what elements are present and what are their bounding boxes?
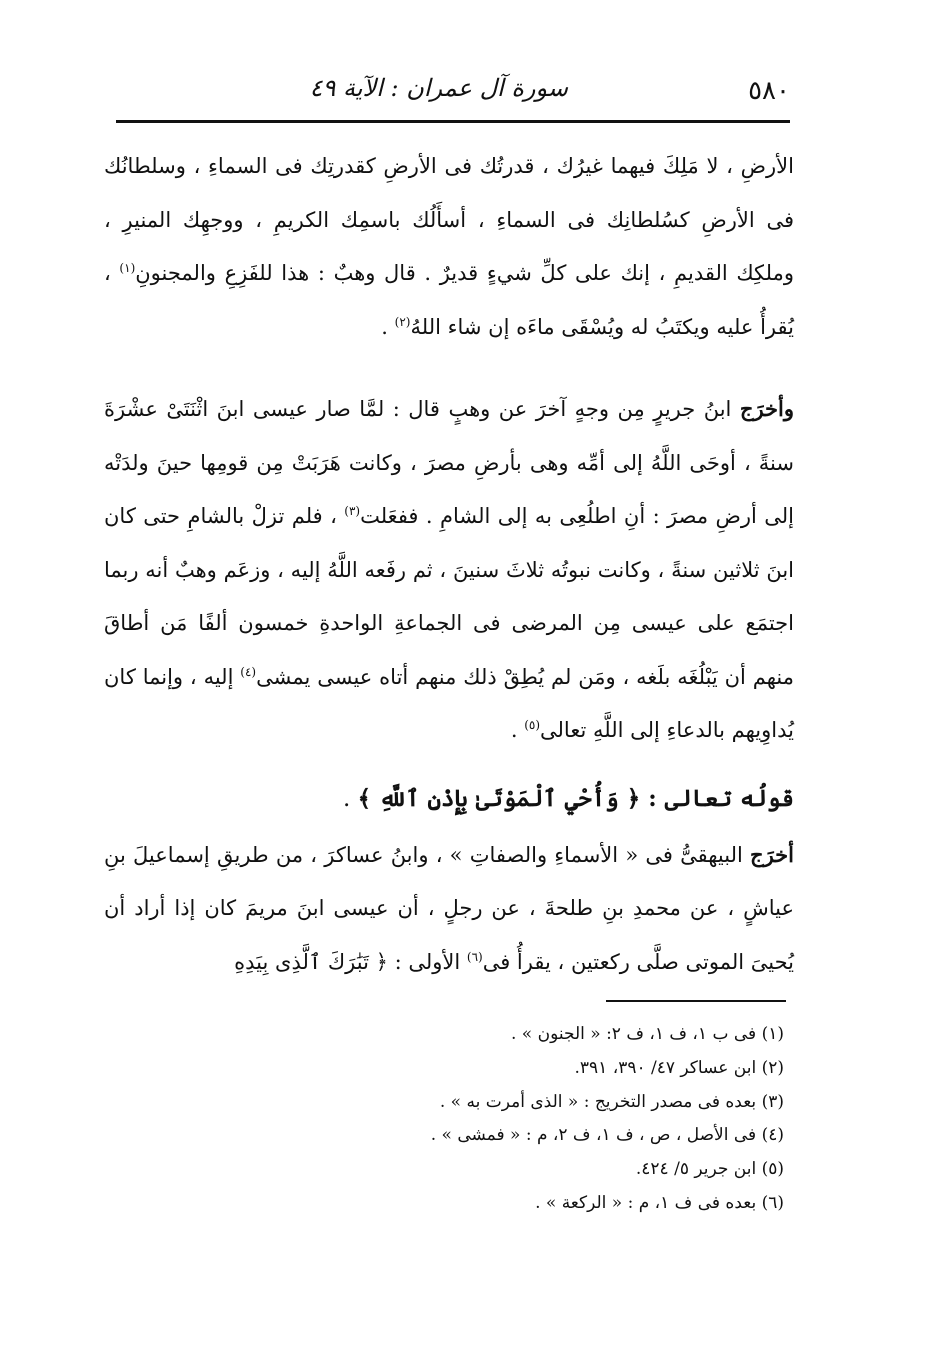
footnote: (٥) ابن جرير ٥/ ٤٢٤.	[635, 1159, 784, 1180]
paragraph-text: الأولى : ﴿ تَبَٰرَكَ ٱلَّذِى بِيَدِهِ	[234, 949, 467, 974]
verse-heading	[104, 774, 794, 824]
footnote: (٤) فى الأصل ، ص ، ف ١، ف ٢، م : « فمشى » .	[430, 1125, 784, 1146]
footnote-ref: (٢)	[394, 314, 411, 329]
paragraph-text: ، يُقرأُ عليه ويكتَبُ له ويُسْقَى ماءَه إن شاء اللهُ	[104, 261, 794, 339]
main-text	[104, 140, 794, 989]
footnote: (٣) بعده فى مصدر التخريج : « الذى أمرت به » .	[439, 1091, 784, 1112]
paragraph-text: البيهقىُّ فى « الأسماءِ والصفاتِ » ، وابنُ عساكرَ ، من طريقِ إسماعيلَ بنِ عياشٍ ، عن محمدِ بنِ طلحةَ ، عن رجلٍ ، أن عيسى ابنَ مريمَ كان إذا أراد أن يُحيىَ الموتى صلَّى ركعتين ، يقرأُ فى	[104, 842, 794, 974]
header-rule	[116, 120, 790, 123]
footnote-ref: (٦)	[466, 949, 483, 964]
page-number: ٥٨٠	[748, 76, 790, 106]
paragraph-1	[104, 140, 794, 354]
footnote-rule	[606, 1000, 786, 1002]
footnote: (٦) بعده فى ف ١، م : « الركعة » .	[535, 1192, 784, 1213]
paragraph-text: ، فلم تزلْ بالشامِ حتى كان ابنَ ثلاثين سنةً ، وكانت نبوتُه ثلاثَ سنينَ ، ثم رفَعه اللَّهُ إليه ، وزعَم وهبٌ أنه ربما اجتمَع على عيسى مِن المرضى فى الجماعةِ الواحدةِ خمسون ألفًا مَن أطاقَ منهم أن يَبْلُغَه بلَغه ، ومَن لم يُطِقْ ذلك منهم أتاه عيسى يمشى	[104, 504, 794, 689]
paragraph-2	[104, 382, 794, 758]
running-title: سورة آل عمران : الآية ٤٩	[309, 74, 568, 102]
paragraph-3	[104, 828, 794, 990]
footnotes	[224, 1018, 784, 1221]
footnote-ref: (٤)	[240, 664, 257, 679]
paragraph-text: .	[381, 314, 395, 339]
verse-heading-label: قولُه تعالى :	[640, 784, 794, 812]
footnote: (١) فى ب ١، ف ١، ف ٢: « الجنون » .	[510, 1024, 784, 1044]
verse-heading-end: .	[342, 785, 358, 812]
paragraph-text: .	[510, 718, 525, 742]
paragraph-text: إليه ، وإنما كان يُداوِيهم بالدعاءِ إلى اللَّهِ تعالى	[104, 664, 794, 742]
paragraph-text: الأرضِ ، لا مَلِكَ فيهما غيرُك ، قدرتُك فى الأرضِ كقدرتِك فى السماءِ ، وسلطانُك فى الأرضِ كسُلطانِك فى السماءِ ، أسأَلُك باسمِك الكريمِ ، ووجهِك المنيرِ ، وملكِك القديمِ ، إنك على كلِّ شيءٍ قديرٌ . قال وهبٌ : هذا للفَزِعِ والمجنونِ	[104, 154, 794, 285]
paragraph-text: ابنُ جريرٍ مِن وجهٍ آخرَ عن وهبٍ قال : لمَّا صار عيسى ابنَ اثْنَتَىْ عشْرَةَ سنةً ، أوحَى اللَّهُ إلى أمِّه وهى بأرضِ مصرَ ، وكانت هَرَبَتْ مِن قومِها حينَ ولدَتْه إلى أرضِ مصرَ : أنِ اطلُعِى به إلى الشامِ . ففعَلت	[104, 397, 794, 528]
footnote-ref: (٣)	[344, 504, 361, 518]
paragraph-lead: أخرَج	[750, 841, 794, 867]
paragraph-lead: وأخرَج	[739, 396, 794, 421]
footnote: (٢) ابن عساكر ٤٧/ ٣٩٠، ٣٩١.	[574, 1057, 784, 1078]
footnote-ref: (١)	[119, 261, 136, 275]
footnote-ref: (٥)	[524, 718, 541, 732]
page-header	[118, 70, 790, 110]
quran-verse: ﴿ وَأُحْيِ ٱلْمَوْتَىٰ بِإِذْنِ ٱللَّهِ ﴾	[357, 784, 641, 812]
